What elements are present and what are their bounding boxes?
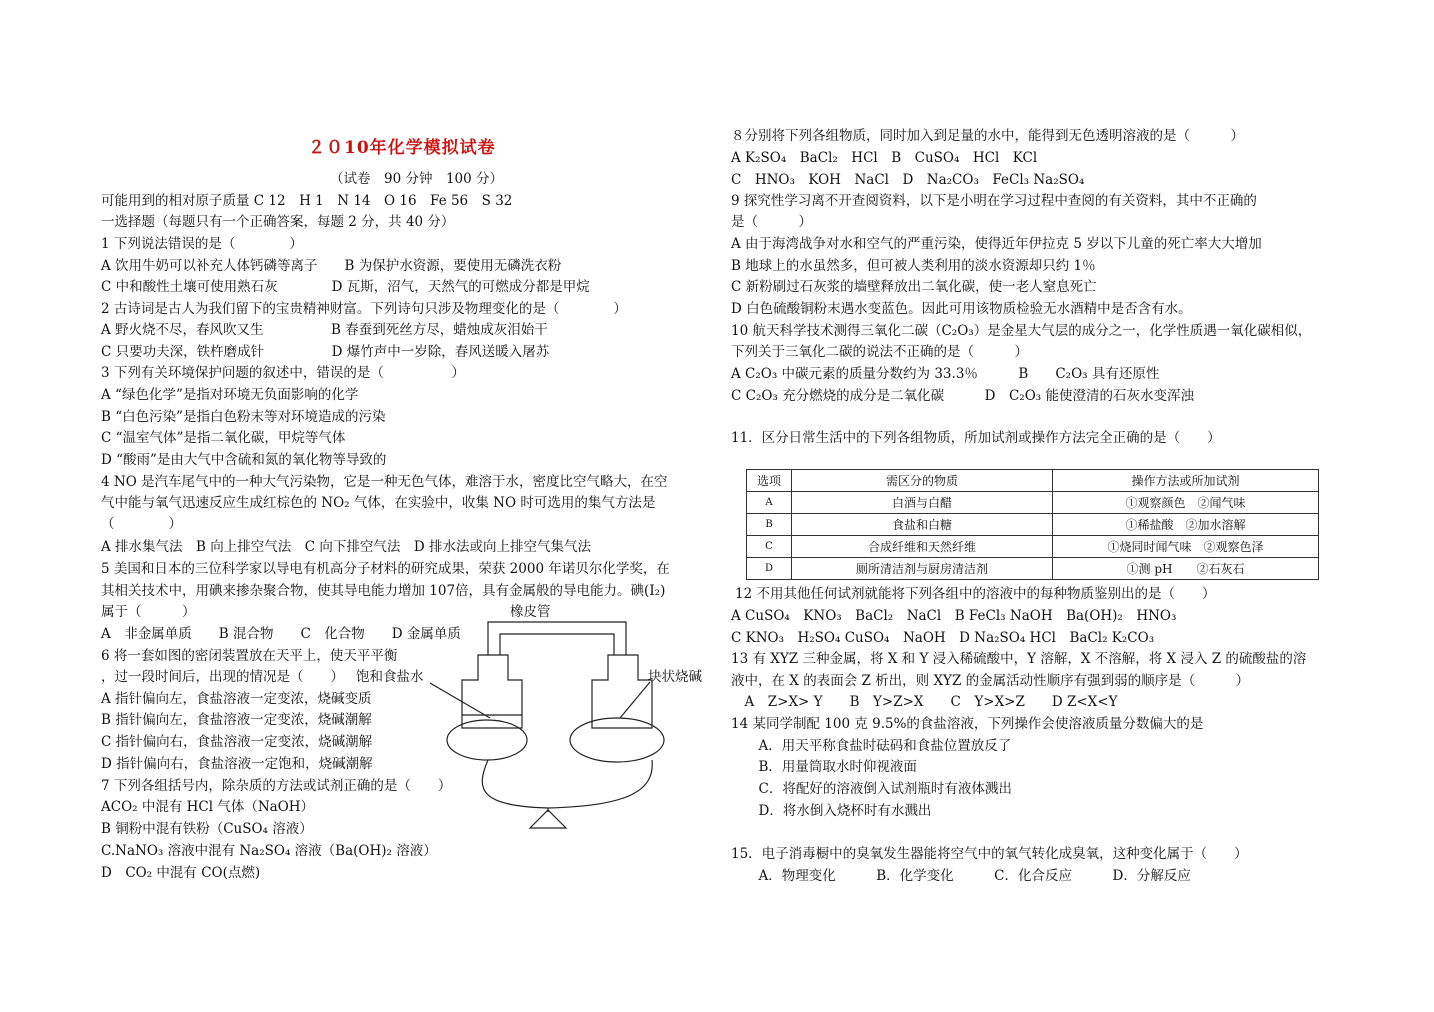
option-line: B．用量筒取水时仰视液面: [745, 759, 917, 775]
option-line: C.NaNO₃ 溶液中混有 Na₂SO₄ 溶液（Ba(OH)₂ 溶液）: [101, 843, 437, 859]
option-line: C “温室气体”是指二氧化碳，甲烷等气体: [101, 430, 346, 446]
saltwater-label: 饱和食盐水: [356, 669, 424, 685]
exam-subtitle: （试卷 90 分钟 100 分）: [330, 171, 504, 187]
table-cell: 白酒与白醋: [792, 492, 1053, 514]
caustic-soda-label: 块状烧碱: [648, 669, 702, 685]
question-4: 4 NO 是汽车尾气中的一种大气污染物，它是一种无色气体，难溶于水，密度比空气略大，在空: [101, 474, 668, 490]
option-line: B “白色污染”是指白色粉末等对环境造成的污染: [101, 409, 386, 425]
table-cell: 食盐和白糖: [792, 514, 1053, 536]
text-line: 可能用到的相对原子质量 C 12 H 1 N 14 O 16 Fe 56 S 32: [101, 193, 513, 209]
option-line: A Z>X> Y B Y>Z>X C Y>X>Z D Z<X<Y: [731, 694, 1118, 710]
table-row: [747, 558, 1319, 580]
option-line: D CO₂ 中混有 CO(点燃): [101, 865, 261, 881]
option-line: A C₂O₃ 中碳元素的质量分数约为 33.3％ B C₂O₃ 具有还原性: [731, 366, 1160, 382]
question-9: 9 探究性学习离不开查阅资料，以下是小明在学习过程中查阅的有关资料，其中不正确的: [731, 193, 1257, 209]
option-line: C 中和酸性土壤可使用熟石灰 D 瓦斯，沼气，天然气的可燃成分都是甲烷: [101, 279, 590, 295]
option-line: A 指针偏向左，食盐溶液一定变浓，烧碱变质: [101, 691, 372, 707]
option-line: A．物理变化 B．化学变化 C．化合反应 D．分解反应: [745, 868, 1191, 884]
option-line: D．将水倒入烧杯时有水溅出: [745, 803, 932, 819]
option-line: C C₂O₃ 充分燃烧的成分是二氧化碳 D C₂O₃ 能使澄清的石灰水变浑浊: [731, 388, 1194, 404]
text-line: 是（ ）: [731, 214, 812, 230]
question-13: 13 有 XYZ 三种金属，将 X 和 Y 浸入稀硫酸中，Y 溶解，X 不溶解，将 X 浸入 Z 的硫酸盐的溶: [731, 651, 1307, 667]
text-line: ，过一段时间后，出现的情况是（ ）: [101, 669, 344, 685]
table-header-row: [747, 470, 1319, 492]
page-title: ２０10年化学模拟试卷: [308, 138, 496, 158]
table-cell: 厕所清洁剂与厨房清洁剂: [792, 558, 1053, 580]
question-7: 7 下列各组括号内，除杂质的方法或试剂正确的是（ ）: [101, 778, 452, 794]
question-14: 14 某同学制配 100 克 9.5%的食盐溶液，下列操作会使溶液质量分数偏大的是: [731, 716, 1204, 732]
option-line: D “酸雨”是由大气中含硫和氮的氧化物等导致的: [101, 452, 387, 468]
question-12: 12 不用其他任何试剂就能将下列各组中的溶液中的每种物质鉴别出的是（ ）: [735, 586, 1216, 602]
table-row: [747, 492, 1319, 514]
question-10: 10 航天科学技术测得三氧化二碳（C₂O₃）是金星大气层的成分之一，化学性质遇一氧化碳相似，: [731, 323, 1312, 339]
table-header: 需区分的物质: [792, 470, 1053, 492]
option-line: A 排水集气法 B 向上排空气法 C 向下排空气法 D 排水法或向上排空气集气法: [101, 539, 591, 555]
option-line: A 非金属单质 B 混合物 C 化合物 D 金属单质: [101, 626, 461, 642]
text-line: 下列关于三氧化二碳的说法不正确的是（ ）: [731, 344, 1028, 360]
option-line: C 指针偏向右，食盐溶液一定变浓，烧碱潮解: [101, 734, 373, 750]
option-line: A K₂SO₄ BaCl₂ HCl B CuSO₄ HCl KCl: [731, 150, 1038, 166]
tube-label: 橡皮管: [510, 604, 551, 620]
option-line: D 白色硫酸铜粉末遇水变蓝色。因此可用该物质检验无水酒精中是否含有水。: [731, 301, 1192, 317]
option-line: A 野火烧不尽，春风吹又生 B 春蚕到死丝方尽，蜡烛成灰泪始干: [101, 322, 548, 338]
table-cell: ①烧同时闻气味 ②观察色泽: [1053, 536, 1319, 558]
option-line: ACO₂ 中混有 HCl 气体（NaOH）: [101, 799, 315, 815]
option-line: C 新粉刷过石灰浆的墙壁释放出二氧化碳，使一老人窒息死亡: [731, 279, 1097, 295]
table-cell: 合成纤维和天然纤维: [792, 536, 1053, 558]
table-cell: ①观察颜色 ②闻气味: [1053, 492, 1319, 514]
table-header: 操作方法或所加试剂: [1053, 470, 1319, 492]
option-line: A CuSO₄ KNO₃ BaCl₂ NaCl B FeCl₃ NaOH Ba(OH)₂ HNO₃: [731, 608, 1177, 624]
option-line: A 由于海湾战争对水和空气的严重污染，使得近年伊拉克 5 岁以下儿童的死亡率大大增加: [731, 236, 1262, 252]
text-line: 其相关技术中，用碘来掺杂聚合物，使其导电能力增加 107倍，具有金属般的导电能力。碘(I₂): [101, 583, 666, 599]
option-line: C．将配好的溶液倒入试剂瓶时有液体溅出: [745, 781, 1012, 797]
table-cell: D: [747, 558, 792, 580]
table-row: [747, 536, 1319, 558]
question-11: 11．区分日常生活中的下列各组物质，所加试剂或操作方法完全正确的是（ ）: [731, 430, 1221, 446]
table-cell: C: [747, 536, 792, 558]
question-6: 6 将一套如图的密闭装置放在天平上，使天平平衡: [101, 648, 398, 664]
option-line: A “绿色化学”是指对环境无负面影响的化学: [101, 387, 359, 403]
question-2: 2 古诗词是古人为我们留下的宝贵精神财富。下列诗句只涉及物理变化的是（ ）: [101, 301, 627, 317]
question-3: 3 下列有关环境保护问题的叙述中，错误的是（ ）: [101, 365, 465, 381]
question-15: 15．电子消毒橱中的臭氧发生器能将空气中的氧气转化成臭氧，这种变化属于（ ）: [731, 846, 1248, 862]
table-cell: B: [747, 514, 792, 536]
option-line: B 铜粉中混有铁粉（CuSO₄ 溶液）: [101, 821, 313, 837]
text-line: （ ）: [101, 516, 182, 532]
question-8: ８分别将下列各组物质，同时加入到足量的水中，能得到无色透明溶液的是（ ）: [731, 128, 1244, 144]
option-line: B 指针偏向左，食盐溶液一定变浓，烧碱潮解: [101, 712, 372, 728]
table-cell: ①测 pH ②石灰石: [1053, 558, 1319, 580]
options-table: [746, 469, 1319, 580]
table-header: 选项: [747, 470, 792, 492]
option-line: C 只要功夫深，铁杵磨成针 D 爆竹声中一岁除，春风送暖入屠苏: [101, 344, 550, 360]
option-line: A 饮用牛奶可以补充人体钙磷等离子 B 为保护水资源，要使用无磷洗衣粉: [101, 258, 562, 274]
text-line: 气中能与氧气迅速反应生成红棕色的 NO₂ 气体，在实验中，收集 NO 时可选用的集气方法是: [101, 495, 656, 511]
option-line: A．用天平称食盐时砝码和食盐位置放反了: [745, 738, 1012, 754]
question-1: 1 下列说法错误的是（ ）: [101, 236, 303, 252]
table-row: [747, 514, 1319, 536]
option-line: C HNO₃ KOH NaCl D Na₂CO₃ FeCl₃ Na₂SO₄: [731, 172, 1085, 188]
option-line: B 地球上的水虽然多，但可被人类利用的淡水资源却只约 1％: [731, 258, 1096, 274]
option-line: C KNO₃ H₂SO₄ CuSO₄ NaOH D Na₂SO₄ HCl BaCl₂ K₂CO₃: [731, 630, 1155, 646]
text-line: 液中，在 X 的表面会 Z 析出，则 XYZ 的金属活动性顺序有强到弱的顺序是（ ）: [731, 673, 1250, 689]
text-line: 属于（ ）: [101, 604, 196, 620]
option-line: D 指针偏向右，食盐溶液一定饱和，烧碱潮解: [101, 756, 373, 772]
table-cell: A: [747, 492, 792, 514]
text-line: 一选择题（每题只有一个正确答案，每题 2 分，共 40 分）: [101, 214, 455, 230]
table-cell: ①稀盐酸 ②加水溶解: [1053, 514, 1319, 536]
question-5: 5 美国和日本的三位科学家以导电有机高分子材料的研究成果，荣获 2000 年诺贝尔化学奖，在: [101, 561, 670, 577]
